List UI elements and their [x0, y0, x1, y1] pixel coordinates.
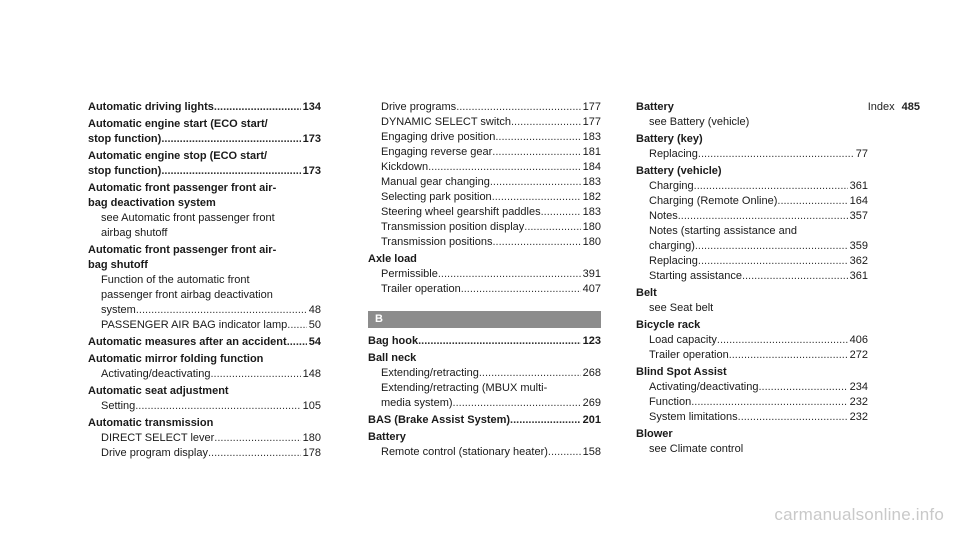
entry-title-cont: stop function) [88, 165, 162, 177]
page-ref[interactable]: 50 [308, 319, 321, 331]
page-ref[interactable]: 54 [308, 336, 321, 348]
page-ref[interactable]: 359 [849, 240, 868, 252]
entry-title: Belt [636, 287, 657, 299]
entry-title: Automatic engine start (ECO start/ [88, 118, 268, 130]
entry-title: BAS (Brake Assist System) [368, 414, 511, 426]
page-ref[interactable]: 407 [582, 283, 601, 295]
subentry-label: Engaging reverse gear [381, 146, 493, 158]
entry-title: Axle load [368, 253, 417, 265]
page-ref[interactable]: 272 [849, 349, 868, 361]
page-ref[interactable]: 180 [302, 432, 321, 444]
index-entry [636, 318, 868, 363]
page-ref[interactable]: 123 [582, 335, 601, 347]
entry-title: Automatic measures after an accident [88, 336, 287, 348]
page-ref[interactable]: 183 [582, 176, 601, 188]
index-entry [636, 286, 868, 316]
subentry-label: Permissible [381, 268, 438, 280]
entry-title: Ball neck [368, 352, 417, 364]
page-ref[interactable]: 181 [582, 146, 601, 158]
page-ref[interactable]: 77 [855, 148, 868, 160]
entry-title: Bag hook [368, 335, 419, 347]
subentry-label-cont: charging) [649, 240, 695, 252]
subentry-label: System limitations [649, 411, 738, 423]
index-entry [636, 100, 868, 130]
page-ref[interactable]: 268 [582, 367, 601, 379]
subentry-label: passenger front airbag deactivation [101, 289, 273, 301]
entry-title: Automatic seat adjustment [88, 385, 229, 397]
page-ref[interactable]: 232 [849, 411, 868, 423]
entry-title: Battery (key) [636, 133, 703, 145]
page-ref[interactable]: 134 [302, 101, 321, 113]
index-entry [368, 430, 601, 460]
subentry-label: Function of the automatic front [101, 274, 250, 286]
see-reference[interactable]: see Seat belt [649, 302, 714, 314]
page-ref[interactable]: 178 [302, 447, 321, 459]
watermark-text: carmanualsonline.info [774, 505, 944, 524]
entry-title: Automatic mirror folding function [88, 353, 264, 365]
index-entry [88, 335, 321, 350]
subentry-label: Load capacity [649, 334, 717, 346]
page-ref[interactable]: 164 [849, 195, 868, 207]
index-entry [636, 164, 868, 284]
index-entry [368, 413, 601, 428]
page-ref[interactable]: 184 [582, 161, 601, 173]
page-ref[interactable]: 357 [849, 210, 868, 222]
subentry-label: system [101, 304, 136, 316]
index-entry [368, 351, 601, 411]
index-column-3 [636, 100, 868, 457]
entry-title: Bicycle rack [636, 319, 701, 331]
index-entry-continued [368, 100, 601, 250]
entry-title: Battery (vehicle) [636, 165, 722, 177]
subentry-label-cont: media system) [381, 397, 453, 409]
subentry-label: Charging (Remote Online) [649, 195, 778, 207]
index-entry [636, 427, 868, 457]
subentry-label: Remote control (stationary heater) [381, 446, 548, 458]
index-entry [88, 100, 321, 115]
subentry-label: Activating/deactivating [101, 368, 211, 380]
entry-title: Automatic driving lights [88, 101, 214, 113]
entry-title: Automatic transmission [88, 417, 214, 429]
index-column-2 [368, 100, 601, 460]
subentry-label: Starting assistance [649, 270, 742, 282]
page-ref[interactable]: 201 [582, 414, 601, 426]
page-ref[interactable]: 362 [849, 255, 868, 267]
subentry-label: Trailer operation [649, 349, 729, 361]
page-ref[interactable]: 361 [849, 270, 868, 282]
subentry-label: Transmission position display [381, 221, 525, 233]
subentry-label: PASSENGER AIR BAG indicator lamp [101, 319, 288, 331]
index-entry [368, 334, 601, 349]
see-reference[interactable]: see Battery (vehicle) [649, 116, 750, 128]
index-entry [88, 416, 321, 461]
entry-title-cont: bag deactivation system [88, 197, 216, 209]
subentry-label: Function [649, 396, 692, 408]
subentry-label: Activating/deactivating [649, 381, 759, 393]
page-ref[interactable]: 177 [582, 101, 601, 113]
see-reference[interactable]: see Automatic front passenger front [101, 212, 275, 224]
subentry-label: Setting [101, 400, 136, 412]
page-ref[interactable]: 232 [849, 396, 868, 408]
page-ref[interactable]: 173 [302, 165, 321, 177]
page-ref[interactable]: 158 [582, 446, 601, 458]
subentry-label: Kickdown [381, 161, 429, 173]
page-ref[interactable]: 105 [302, 400, 321, 412]
subentry-label: DIRECT SELECT lever [101, 432, 215, 444]
entry-title: Battery [636, 101, 674, 113]
subentry-label: Replacing [649, 148, 698, 160]
subentry-label: Transmission positions [381, 236, 493, 248]
page-ref[interactable]: 148 [302, 368, 321, 380]
subentry-label: Trailer operation [381, 283, 461, 295]
page-ref[interactable]: 180 [582, 236, 601, 248]
index-entry [88, 243, 321, 333]
entry-title-cont: stop function) [88, 133, 162, 145]
page-number: 485 [901, 101, 920, 113]
see-reference[interactable]: see Climate control [649, 443, 744, 455]
page-ref[interactable]: 182 [582, 191, 601, 203]
subentry-label: Extending/retracting [381, 367, 479, 379]
entry-title: Battery [368, 431, 406, 443]
subentry-label: Manual gear changing [381, 176, 490, 188]
subentry-label: Notes (starting assistance and [649, 225, 797, 237]
subentry-label: Charging [649, 180, 694, 192]
page-ref[interactable]: 183 [582, 206, 601, 218]
index-entry [88, 384, 321, 414]
index-entry [636, 365, 868, 425]
subentry-label: Extending/retracting (MBUX multi- [381, 382, 548, 394]
entry-title: Automatic front passenger front air- [88, 244, 277, 256]
section-letter-band: B [368, 311, 601, 328]
index-entry [368, 252, 601, 297]
page-ref[interactable]: 183 [582, 131, 601, 143]
see-reference-cont[interactable]: airbag shutoff [101, 227, 168, 239]
page-ref[interactable]: 180 [582, 221, 601, 233]
index-entry [88, 352, 321, 382]
entry-title: Automatic engine stop (ECO start/ [88, 150, 268, 162]
entry-title: Automatic front passenger front air- [88, 182, 277, 194]
index-entry [88, 149, 321, 179]
page-ref[interactable]: 177 [582, 116, 601, 128]
page-header [868, 101, 920, 113]
index-column-1 [88, 100, 321, 461]
page-ref[interactable]: 48 [308, 304, 321, 316]
subentry-label: DYNAMIC SELECT switch [381, 116, 511, 128]
subentry-label: Notes [649, 210, 678, 222]
page-ref[interactable]: 173 [302, 133, 321, 145]
entry-title-cont: bag shutoff [88, 259, 148, 271]
index-entry [88, 117, 321, 147]
index-entry [636, 132, 868, 162]
entry-title: Blower [636, 428, 673, 440]
subentry-label: Engaging drive position [381, 131, 496, 143]
entry-title: Blind Spot Assist [636, 366, 727, 378]
page-ref[interactable]: 269 [582, 397, 601, 409]
subentry-label: Drive programs [381, 101, 457, 113]
section-label: Index [867, 101, 895, 113]
subentry-label: Drive program display [101, 447, 208, 459]
subentry-label: Selecting park position [381, 191, 492, 203]
subentry-label: Steering wheel gearshift paddles [381, 206, 541, 218]
page-ref[interactable]: 406 [849, 334, 868, 346]
page-ref[interactable]: 234 [849, 381, 868, 393]
page-ref[interactable]: 391 [582, 268, 601, 280]
subentry-label: Replacing [649, 255, 698, 267]
page-ref[interactable]: 361 [849, 180, 868, 192]
index-entry [88, 181, 321, 241]
